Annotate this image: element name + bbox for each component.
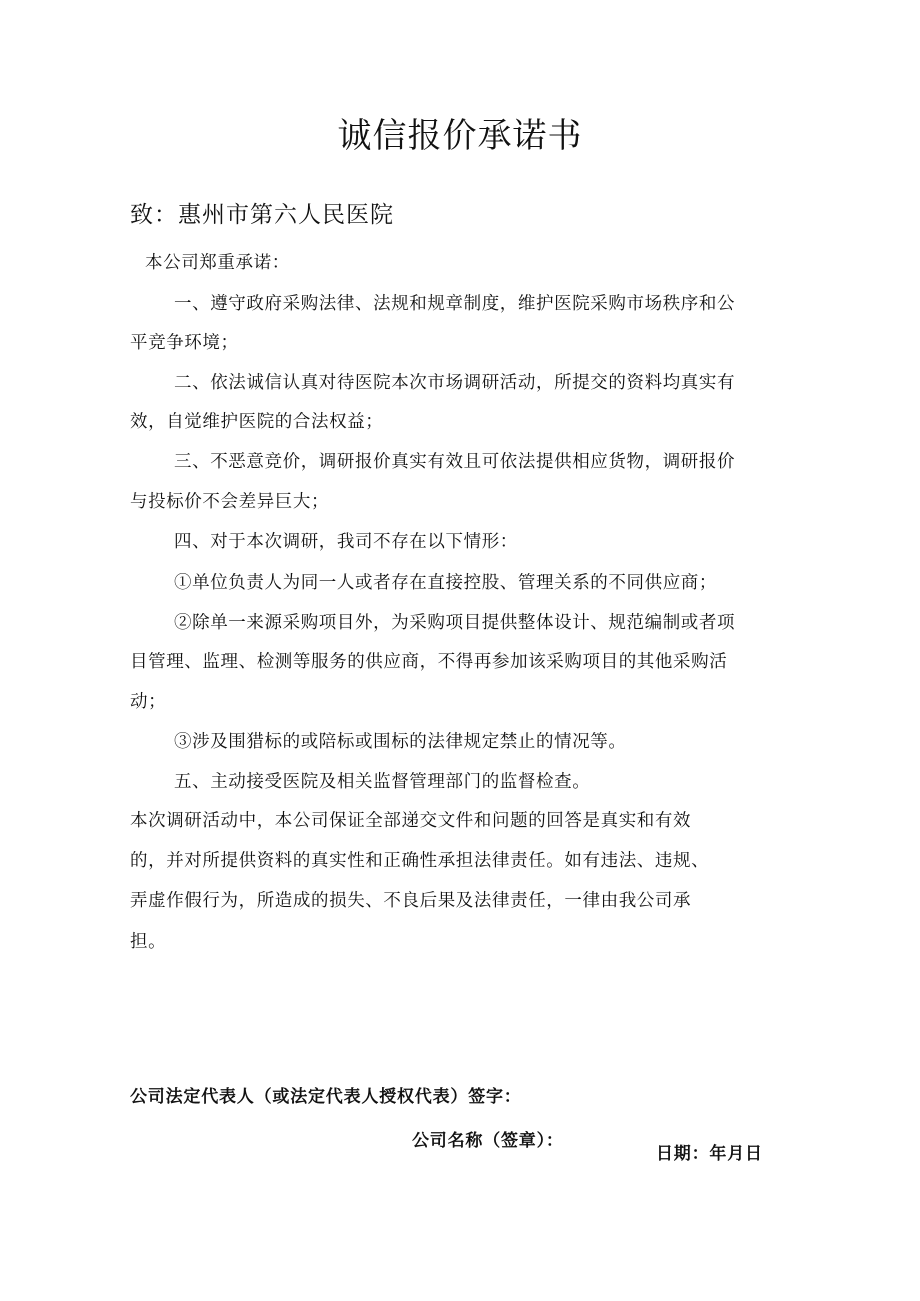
clause-3-line-1: 三、不恶意竞价，调研报价真实有效且可依法提供相应货物，调研报价: [174, 452, 736, 472]
clause-4-item-2-line-3: 动；: [130, 692, 167, 712]
closing-line-4: 担。: [130, 932, 167, 952]
closing-line-2: 的，并对所提供资料的真实性和正确性承担法律责任。如有违法、违规、: [130, 851, 710, 871]
intro-line: 本公司郑重承诺：: [145, 253, 290, 273]
clause-1-line-1: 一、遵守政府采购法律、法规和规章制度，维护医院采购市场秩序和公: [174, 294, 736, 314]
clause-1-line-2: 平竞争环境；: [130, 333, 239, 353]
clause-4-item-2-line-1: ②除单一来源采购项目外，为采购项目提供整体设计、规范编制或者项: [174, 613, 736, 633]
clause-2-line-2: 效，自觉维护医院的合法权益；: [130, 412, 384, 432]
company-name-label: 公司名称（签章）：: [412, 1131, 564, 1151]
clause-4-item-2-line-2: 目管理、监理、检测等服务的供应商，不得再参加该采购项目的其他采购活: [130, 652, 728, 672]
closing-line-1: 本次调研活动中，本公司保证全部递交文件和问题的回答是真实和有效: [130, 811, 692, 831]
document-title: 诚信报价承诺书: [337, 116, 583, 156]
clause-5-line-1: 五、主动接受医院及相关监督管理部门的监督检查。: [174, 772, 591, 792]
closing-line-3: 弄虚作假行为，所造成的损失、不良后果及法律责任，一律由我公司承: [130, 891, 692, 911]
clause-4-item-1: ①单位负责人为同一人或者存在直接控股、管理关系的不同供应商；: [174, 573, 717, 593]
date-label: 日期：年月日: [656, 1144, 763, 1164]
clause-3-line-2: 与投标价不会差异巨大；: [130, 492, 330, 512]
clause-4-line-1: 四、对于本次调研，我司不存在以下情形：: [174, 532, 518, 552]
clause-4-item-3: ③涉及围猎标的或陪标或围标的法律规定禁止的情况等。: [174, 732, 627, 752]
recipient-line: 致：惠州市第六人民医院: [130, 202, 394, 228]
clause-2-line-1: 二、依法诚信认真对待医院本次市场调研活动，所提交的资料均真实有: [174, 373, 736, 393]
representative-signature-label: 公司法定代表人（或法定代表人授权代表）签字：: [130, 1087, 522, 1107]
